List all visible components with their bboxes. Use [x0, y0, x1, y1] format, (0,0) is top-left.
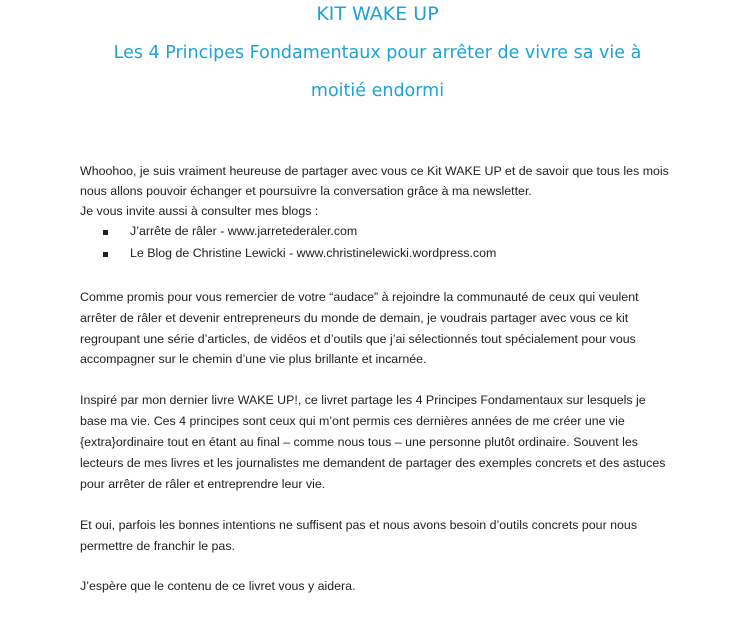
blog-link[interactable]: J’arrête de râler - www.jarretederaler.com	[130, 224, 358, 238]
paragraph-line: lecteurs de mes livres et les journalistes me demandent de partager des exemples concrets et des astuces	[80, 456, 666, 470]
bullet-icon	[103, 230, 108, 235]
intro-line: Whoohoo, je suis vraiment heureuse de partager avec vous ce Kit WAKE UP et de savoir que tous les mois	[80, 164, 669, 178]
intro-line: Je vous invite aussi à consulter mes blogs :	[80, 204, 319, 218]
paragraph-line: {extra}ordinaire tout en étant au final – comme nous tous – une personne plutôt ordinaire. Souvent les	[80, 435, 638, 449]
closing-line: J’espère que le contenu de ce livret vous y aidera.	[80, 579, 356, 593]
document-subtitle-line1: Les 4 Principes Fondamentaux pour arrêter de vivre sa vie à	[113, 43, 642, 63]
paragraph-line: regroupant une série d’articles, de vidéos et d’outils que j’ai sélectionnés tout spécialement pour vous	[80, 332, 636, 346]
intro-line: nous allons pouvoir échanger et poursuivre la conversation grâce à ma newsletter.	[80, 184, 532, 198]
document-title: KIT WAKE UP	[316, 3, 439, 25]
paragraph-line: Inspiré par mon dernier livre WAKE UP!, ce livret partage les 4 Principes Fondamentaux sur lesquels je	[80, 393, 646, 407]
paragraph-line: arrêter de râler et devenir entrepreneurs du monde de demain, je voudrais partager avec vous ce kit	[80, 311, 629, 325]
document-subtitle-line2: moitié endormi	[310, 81, 445, 101]
paragraph-line: base ma vie. Ces 4 principes sont ceux qui m’ont permis ces dernières années de me créer une vie	[80, 414, 625, 428]
blog-link[interactable]: Le Blog de Christine Lewicki - www.christinelewicki.wordpress.com	[130, 246, 497, 260]
bullet-icon	[103, 252, 108, 257]
paragraph-line: pour arrêter de râler et entreprendre leur vie.	[80, 477, 326, 491]
paragraph-line: Comme promis pour vous remercier de votre “audace” à rejoindre la communauté de ceux qui veulent	[80, 290, 639, 304]
paragraph-line: accompagner sur le chemin d’une vie plus brillante et incarnée.	[80, 352, 427, 366]
paragraph-line: permettre de franchir le pas.	[80, 539, 235, 553]
paragraph-line: Et oui, parfois les bonnes intentions ne suffisent pas et nous avons besoin d’outils concrets pour nous	[80, 518, 638, 532]
